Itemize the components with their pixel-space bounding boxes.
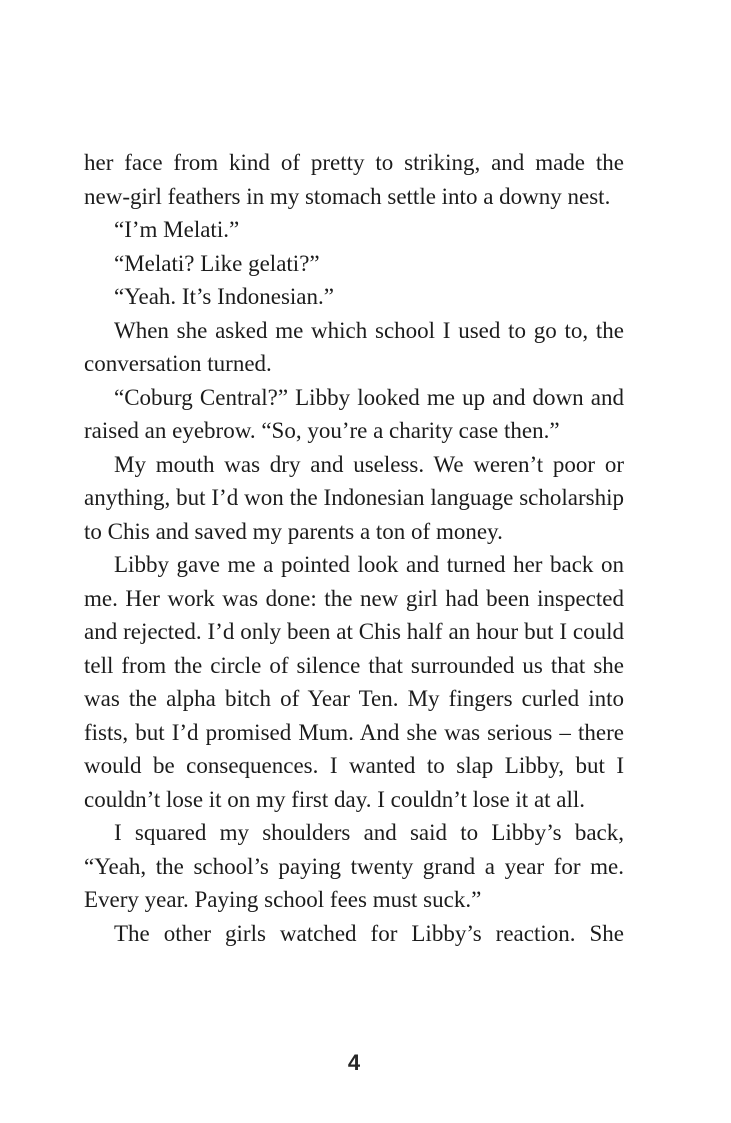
paragraph: I squared my shoulders and said to Libby’s back, “Yeah, the school’s paying twenty grand a year for me. Every year. Paying school fees must suck.”: [84, 820, 624, 912]
paragraph: My mouth was dry and useless. We weren’t poor or anything, but I’d won the Indonesian language scholarship to Chis and saved my parents a ton of money.: [84, 451, 624, 544]
paragraph: “I’m Melati.”: [114, 217, 240, 242]
paragraph: “Yeah. It’s Indonesian.”: [114, 284, 334, 309]
paragraph: “Melati? Like gelati?”: [114, 250, 320, 276]
paragraph: her face from kind of pretty to striking, and made the new-girl feathers in my stomach settle into a downy nest.: [84, 150, 624, 209]
paragraph: The other girls watched for Libby’s reaction. She: [114, 920, 624, 946]
text-block: [84, 146, 624, 950]
page-number: 4: [347, 1050, 361, 1075]
paragraph: When she asked me which school I used to go to, the conversation turned.: [84, 317, 624, 376]
paragraph: Libby gave me a pointed look and turned her back on me. Her work was done: the new girl had been inspected and rejected. I’d only been at Chis half an hour but I could tell from the circle of silence that surrounded us that she was the alpha bitch of Year Ten. My fingers curled into fists, but I’d promised Mum. And she was serious – there would be consequences. I wanted to slap Libby, but I couldn’t lose it on my first day. I couldn’t lose it at all.: [84, 552, 624, 812]
paragraph: “Coburg Central?” Libby looked me up and down and raised an eyebrow. “So, you’re a charity case then.”: [84, 384, 624, 443]
